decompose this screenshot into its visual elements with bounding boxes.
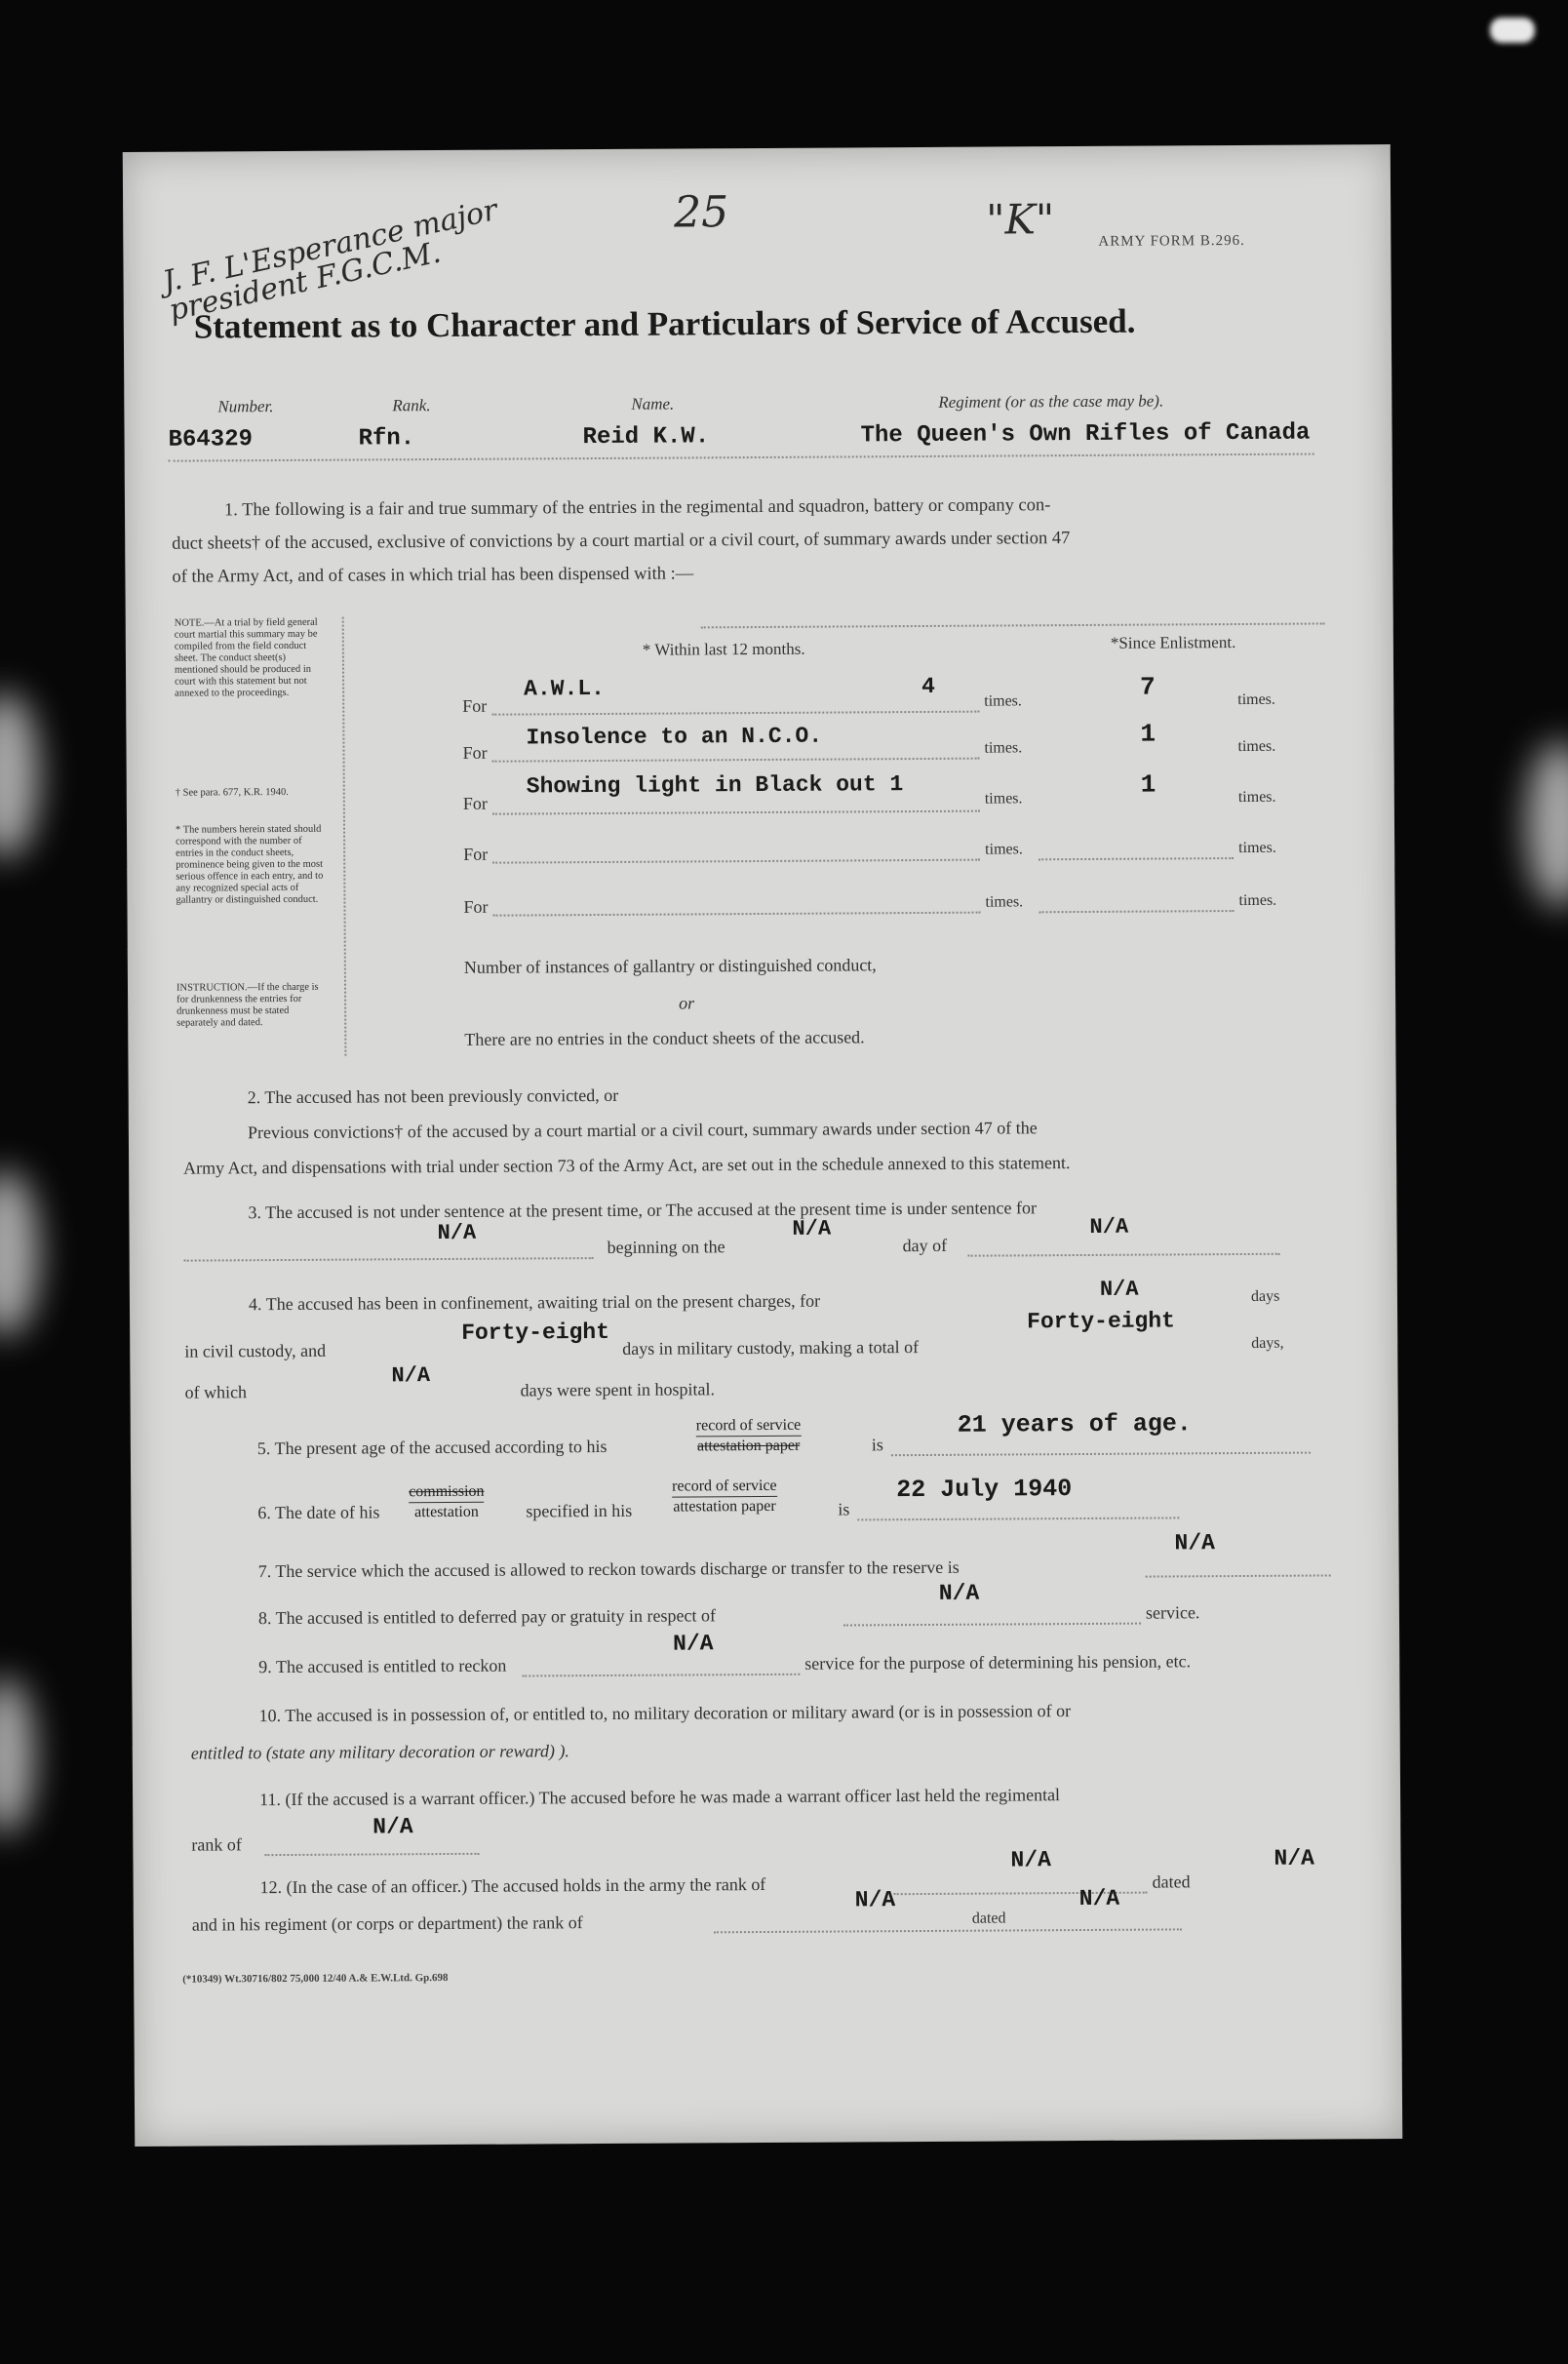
para4-hospital-label: days were spent in hospital. (520, 1379, 716, 1400)
for-label-4: For (463, 844, 489, 864)
printer-imprint: (*10349) Wt.30716/802 75,000 12/40 A.& E.W.Ltd. Gp.698 (182, 1971, 449, 1986)
para6-text: 6. The date of his (257, 1502, 380, 1523)
para6-date-value: 22 July 1940 (896, 1475, 1073, 1505)
film-edge-glare-left-2 (0, 1170, 39, 1336)
times-label-2b: times. (1237, 737, 1276, 756)
para12-dated-1: dated (1152, 1872, 1191, 1892)
rank-label: Rank. (392, 396, 431, 415)
form-reference: ARMY FORM B.296. (1098, 232, 1245, 250)
para10-line1: 10. The accused is in possession of, or entitled to, no military decoration or military award (or is in possession of or (258, 1701, 1072, 1726)
service-statement-form (123, 144, 1402, 2147)
para3-line1: 3. The accused is not under sentence at the present time, or The accused at the present time is under sentence for (248, 1198, 1038, 1223)
para5-is: is (871, 1435, 883, 1455)
times-label-4b: times. (1238, 839, 1276, 857)
para3-sentence: N/A (437, 1220, 477, 1246)
para12-army-rank: N/A (1010, 1847, 1051, 1873)
name-value: Reid K.W. (582, 423, 710, 452)
para7-value: N/A (1174, 1530, 1216, 1556)
regiment-label: Regiment (or as the case may be). (938, 391, 1164, 412)
para8-end: service. (1145, 1602, 1200, 1623)
para2-line1: 2. The accused has not been previously convicted, or (247, 1084, 619, 1108)
since-enlistment-header: *Since Enlistment. (1110, 633, 1236, 652)
para2-line3: Army Act, and dispensations with trial under section 73 of the Army Act, are set out in the schedule annexed to this statement. (183, 1153, 1071, 1178)
within-12-months-header: * Within last 12 months. (642, 639, 805, 659)
margin-star-note: * The numbers herein stated should correspond with the number of entries in the conduct sheets, prominence being given to the most serious offence in each entry, and to any recognized special acts of gallantry or distinguished conduct. (175, 823, 324, 906)
offence-1-since: 7 (1140, 672, 1156, 702)
offence-3-since: 1 (1140, 769, 1156, 800)
times-label-1b: times. (1237, 690, 1275, 709)
para3-beginning-label: beginning on the (607, 1237, 725, 1257)
para9-text: 9. The accused is entitled to reckon (258, 1655, 507, 1677)
para11-rank-of: rank of (191, 1834, 242, 1855)
for-label-5: For (463, 896, 489, 917)
for-label-2: For (462, 742, 488, 763)
para9-end: service for the purpose of determining his pension, etc. (804, 1651, 1192, 1674)
times-label-5a: times. (985, 893, 1024, 911)
para4-of-which-label: of which (184, 1382, 248, 1402)
para4-military-days: Forty-eight (461, 1319, 610, 1346)
film-edge-glare-left-1 (0, 692, 39, 858)
para12-line1: 12. (In the case of an officer.) The accused holds in the army the rank of (259, 1873, 766, 1898)
page-number: 25 (673, 187, 729, 238)
para6-fraction-1-bottom: attestation (414, 1503, 479, 1521)
para4-days-label-2: days, (1251, 1334, 1284, 1352)
film-corner-mark (1490, 18, 1535, 43)
para4-hospital-days: N/A (391, 1363, 431, 1389)
para12-army-date: N/A (1274, 1845, 1314, 1872)
for-label-3: For (462, 793, 488, 813)
para1-line1: 1. The following is a fair and true summary of the entries in the regimental and squadron, battery or company con- (223, 495, 1051, 521)
times-label-4a: times. (985, 841, 1023, 858)
para6-fraction-2-bottom: attestation paper (673, 1497, 776, 1516)
para5-fraction (696, 1416, 802, 1457)
para6-is: is (838, 1499, 850, 1519)
para4-total-days: Forty-eight (1027, 1308, 1176, 1335)
margin-instruction: INSTRUCTION.—If the charge is for drunkenness the entries for drunkenness must be stated separately and dated. (176, 981, 319, 1029)
para5-fraction-bottom: attestation paper (696, 1437, 801, 1455)
margin-reference: † See para. 677, K.R. 1940. (175, 786, 289, 799)
service-number: B64329 (168, 426, 254, 453)
para4-days-label-1: days (1250, 1287, 1280, 1305)
para5-fraction-top: record of service (696, 1416, 802, 1438)
para4-line1: 4. The accused has been in confinement, awaiting trial on the present charges, for (248, 1290, 821, 1315)
para6-specified: specified in his (526, 1500, 633, 1521)
para12-regiment-rank: N/A (854, 1887, 896, 1913)
times-label-5b: times. (1238, 891, 1277, 910)
rank-value: Rfn. (358, 425, 415, 453)
para1-line2: duct sheets† of the accused, exclusive of convictions by a court martial or a civil court, of summary awards under section 47 (172, 529, 1071, 554)
para8-text: 8. The accused is entitled to deferred pay or gratuity in respect of (257, 1605, 717, 1629)
para3-day-of-value: N/A (1089, 1214, 1129, 1240)
regiment-value: The Queen's Own Rifles of Canada (860, 419, 1311, 450)
para9-value: N/A (673, 1631, 714, 1657)
name-label: Name. (631, 394, 675, 414)
for-label-1: For (462, 695, 488, 716)
para12-dated-2: dated (971, 1910, 1006, 1927)
or-separator: or (679, 993, 695, 1013)
para11-line1: 11. (If the accused is a warrant officer.) The accused before he was made a warrant officer last held the regimental (259, 1785, 1061, 1810)
para6-fraction-1 (409, 1482, 485, 1522)
para7-text: 7. The service which the accused is allowed to reckon towards discharge or transfer to the reserve is (257, 1556, 960, 1582)
gallantry-line: Number of instances of gallantry or distinguished conduct, (463, 955, 877, 977)
para6-fraction-1-top: commission (409, 1482, 484, 1503)
para12-regiment-date: N/A (1078, 1885, 1120, 1912)
para3-day-of-label: day of (902, 1235, 948, 1256)
offence-1: A.W.L. (524, 675, 606, 702)
no-entries-line: There are no entries in the conduct sheets of the accused. (464, 1027, 865, 1049)
para10-line2: entitled to (state any military decoration or reward) ). (190, 1741, 569, 1763)
offence-2: Insolence to an N.C.O. (526, 723, 823, 751)
para4-civil-label: in civil custody, and (184, 1340, 327, 1361)
offence-2-since: 1 (1140, 719, 1156, 749)
para3-beginning-date: N/A (792, 1216, 832, 1241)
times-label-2a: times. (984, 739, 1023, 757)
film-edge-glare-left-3 (0, 1677, 34, 1833)
para11-value: N/A (372, 1814, 413, 1840)
times-label-1a: times. (984, 692, 1022, 710)
para4-civil-days: N/A (1099, 1277, 1139, 1302)
film-edge-glare-right-1 (1526, 741, 1568, 907)
para6-fraction-2 (672, 1477, 777, 1517)
times-label-3b: times. (1237, 788, 1276, 807)
para6-fraction-2-top: record of service (672, 1477, 777, 1498)
para4-military-label: days in military custody, making a total of (622, 1337, 920, 1359)
letter-mark: "K" (986, 195, 1055, 244)
para1-line3: of the Army Act, and of cases in which trial has been dispensed with :— (172, 564, 694, 587)
times-label-3a: times. (984, 790, 1023, 808)
offence-1-within: 4 (921, 673, 936, 699)
number-label: Number. (217, 397, 274, 416)
form-title: Statement as to Character and Particulars of Service of Accused. (193, 301, 1136, 346)
offence-3: Showing light in Black out 1 (526, 771, 904, 800)
margin-note: NOTE.—At a trial by field general court martial this summary may be compiled from the field conduct sheet. The conduct sheet(s) mentioned should be produced in court with this statement but not annexed to the proceedings. (174, 616, 318, 699)
para2-line2: Previous convictions† of the accused by a court martial or a civil court, summary awards under section 47 of the (247, 1118, 1038, 1143)
para8-value: N/A (938, 1580, 980, 1606)
handwritten-signature: J. F. L'Esperance major president F.G.C.M. (159, 192, 501, 329)
para5-text: 5. The present age of the accused according to his (256, 1436, 608, 1459)
para5-age-value: 21 years of age. (957, 1409, 1192, 1439)
para12-line2: and in his regiment (or corps or department) the rank of (191, 1912, 583, 1935)
